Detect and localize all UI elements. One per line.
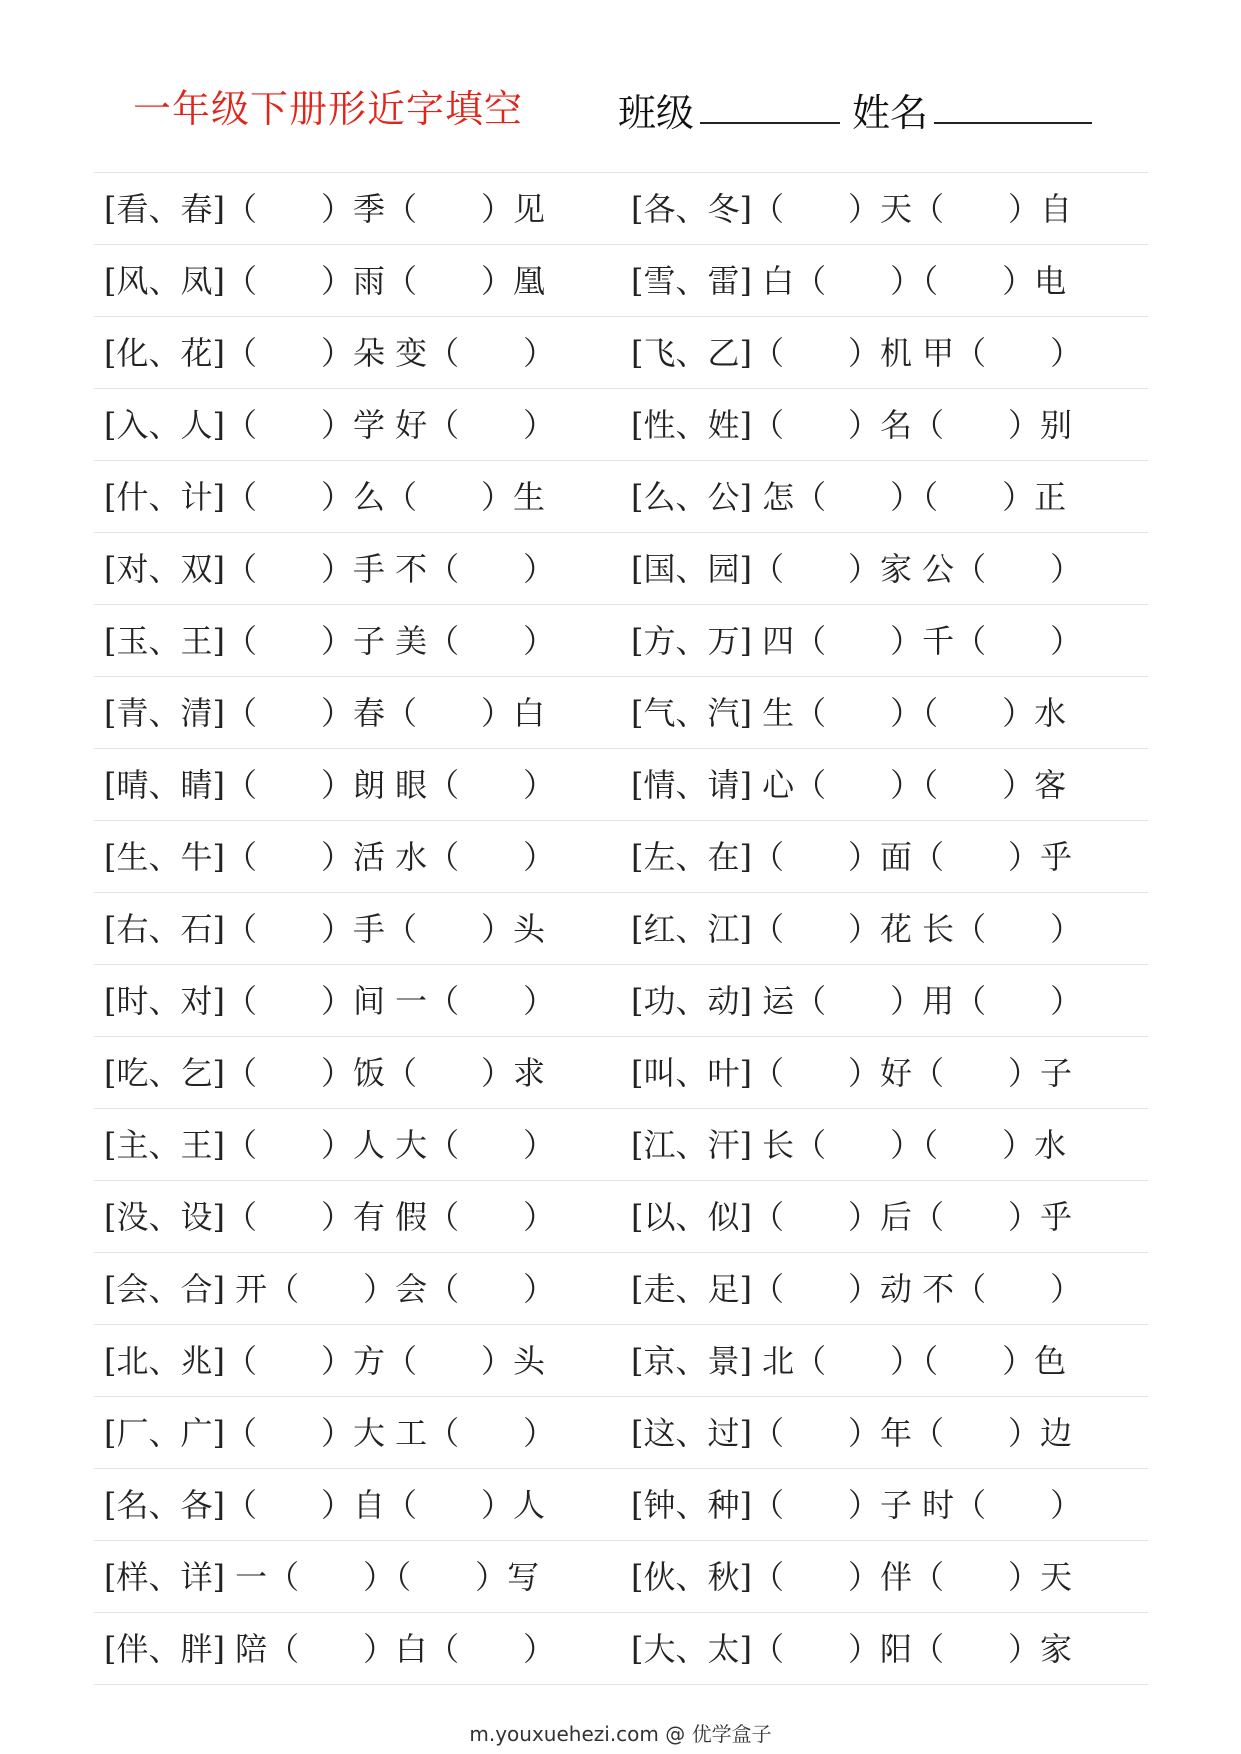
exercise-left: [时、对]（ ）间 一（ ）: [104, 982, 556, 1020]
exercise-row: [94, 1397, 1148, 1469]
exercise-left: [吃、乞]（ ）饭（ ）求: [104, 1054, 545, 1092]
exercise-row: [94, 245, 1148, 317]
exercise-right: [红、江]（ ）花 长（ ）: [631, 910, 1083, 948]
exercise-row: [94, 1325, 1148, 1397]
exercise-left: [对、双]（ ）手 不（ ）: [104, 550, 556, 588]
exercise-left: [入、人]（ ）学 好（ ）: [104, 406, 556, 444]
exercise-row: [94, 1181, 1148, 1253]
exercise-left: [主、王]（ ）人 大（ ）: [104, 1126, 556, 1164]
exercise-right: [走、足]（ ）动 不（ ）: [631, 1270, 1083, 1308]
footer-source: m.youxuehezi.com @ 优学盒子: [469, 1722, 772, 1746]
exercise-left: [厂、广]（ ）大 工（ ）: [104, 1414, 556, 1452]
exercise-row: [94, 749, 1148, 821]
exercise-row: [94, 1613, 1148, 1685]
exercise-left: [青、清]（ ）春（ ）白: [104, 694, 545, 732]
class-label: 班级: [618, 91, 695, 135]
exercise-row: [94, 1037, 1148, 1109]
exercise-right: [么、公] 怎（ ）（ ）正: [631, 478, 1067, 516]
exercise-right: [以、似]（ ）后（ ）乎: [631, 1198, 1072, 1236]
exercise-left: [名、各]（ ）自（ ）人: [104, 1486, 545, 1524]
exercise-right: [各、冬]（ ）天（ ）自: [631, 190, 1072, 228]
exercise-right: [国、园]（ ）家 公（ ）: [631, 550, 1083, 588]
exercise-row: [94, 1541, 1148, 1613]
exercise-left: [没、设]（ ）有 假（ ）: [104, 1198, 556, 1236]
class-blank: [700, 122, 840, 124]
exercise-row: [94, 1253, 1148, 1325]
exercise-row: [94, 677, 1148, 749]
exercise-right: [钟、种]（ ）子 时（ ）: [631, 1486, 1083, 1524]
exercise-right: [大、太]（ ）阳（ ）家: [631, 1630, 1072, 1668]
exercise-right: [性、姓]（ ）名（ ）别: [631, 406, 1072, 444]
exercise-right: [江、汗] 长（ ）（ ）水: [631, 1126, 1067, 1164]
exercise-left: [样、详] 一（ ）（ ）写: [104, 1558, 540, 1596]
exercise-left: [会、合] 开（ ）会（ ）: [104, 1270, 556, 1308]
exercise-left: [风、凤]（ ）雨（ ）凰: [104, 262, 545, 300]
exercise-row: [94, 317, 1148, 389]
exercise-right: [方、万] 四（ ）千（ ）: [631, 622, 1083, 660]
exercise-row: [94, 1469, 1148, 1541]
exercise-left: [伴、胖] 陪（ ）白（ ）: [104, 1630, 556, 1668]
exercise-right: [叫、叶]（ ）好（ ）子: [631, 1054, 1072, 1092]
exercise-left: [什、计]（ ）么（ ）生: [104, 478, 545, 516]
exercise-right: [左、在]（ ）面（ ）乎: [631, 838, 1072, 876]
exercise-right: [伙、秋]（ ）伴（ ）天: [631, 1558, 1072, 1596]
exercise-right: [京、景] 北（ ）（ ）色: [631, 1342, 1067, 1380]
exercise-right: [气、汽] 生（ ）（ ）水: [631, 694, 1067, 732]
exercise-left: [北、兆]（ ）方（ ）头: [104, 1342, 545, 1380]
exercise-right: [这、过]（ ）年（ ）边: [631, 1414, 1072, 1452]
exercise-row: [94, 821, 1148, 893]
name-label: 姓名: [852, 91, 929, 135]
exercise-row: [94, 965, 1148, 1037]
exercise-row: [94, 173, 1148, 245]
name-blank: [934, 122, 1092, 124]
exercise-right: [雪、雷] 白（ ）（ ）电: [631, 262, 1067, 300]
exercise-left: [化、花]（ ）朵 变（ ）: [104, 334, 556, 372]
exercise-row: [94, 893, 1148, 965]
exercise-row: [94, 389, 1148, 461]
exercise-left: [玉、王]（ ）子 美（ ）: [104, 622, 556, 660]
exercise-left: [右、石]（ ）手（ ）头: [104, 910, 545, 948]
exercise-grid: [94, 172, 1148, 1685]
exercise-left: [生、牛]（ ）活 水（ ）: [104, 838, 556, 876]
exercise-left: [晴、睛]（ ）朗 眼（ ）: [104, 766, 556, 804]
exercise-right: [功、动] 运（ ）用（ ）: [631, 982, 1083, 1020]
page-title: 一年级下册形近字填空: [133, 87, 524, 131]
exercise-left: [看、春]（ ）季（ ）见: [104, 190, 545, 228]
exercise-row: [94, 1109, 1148, 1181]
exercise-row: [94, 461, 1148, 533]
exercise-row: [94, 605, 1148, 677]
exercise-right: [飞、乙]（ ）机 甲（ ）: [631, 334, 1083, 372]
exercise-right: [情、请] 心（ ）（ ）客: [631, 766, 1067, 804]
exercise-row: [94, 533, 1148, 605]
